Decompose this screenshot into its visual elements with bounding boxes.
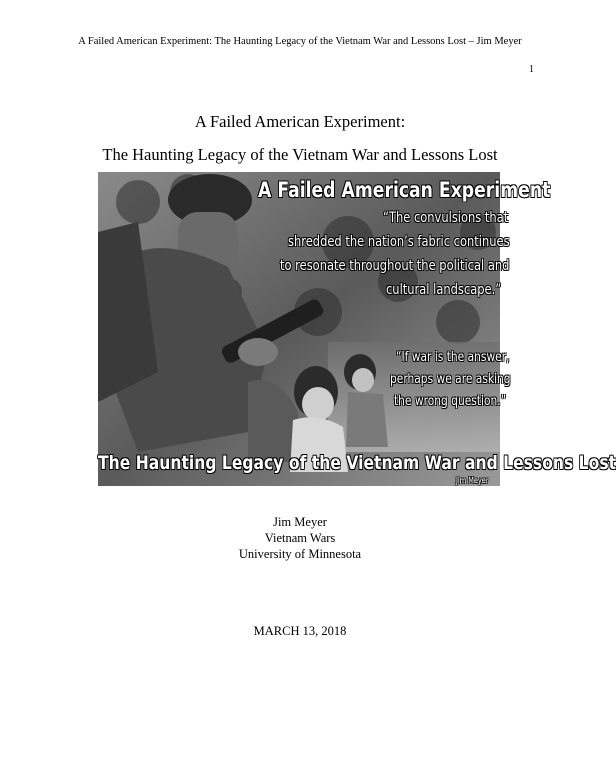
cover-quote2-line: the wrong question.” <box>394 394 507 409</box>
page-number: 1 <box>529 64 534 75</box>
cover-quote1-line: cultural landscape.” <box>386 282 502 298</box>
institution: University of Minnesota <box>238 547 362 561</box>
cover-quote1-line: to resonate throughout the political and <box>280 258 510 274</box>
author-name: Jim Meyer <box>273 515 327 529</box>
author-block <box>0 514 600 562</box>
cover-credit: Jim Meyer <box>456 476 489 485</box>
title-line-2: The Haunting Legacy of the Vietnam War and Lessons Lost <box>102 145 498 164</box>
cover-title: A Failed American Experiment <box>258 178 551 202</box>
title-line-1: A Failed American Experiment: <box>194 112 406 131</box>
cover-quote1-line: shredded the nation’s fabric continues <box>288 234 510 250</box>
cover-bottom-title: The Haunting Legacy of the Vietnam War and Lessons Lost <box>98 452 616 474</box>
cover-image <box>98 172 616 486</box>
date: MARCH 13, 2018 <box>253 624 347 638</box>
running-header: A Failed American Experiment: The Haunting Legacy of the Vietnam War and Lessons Lost – Jim Meyer <box>78 36 522 47</box>
cover-quote2-line: perhaps we are asking <box>390 372 511 387</box>
course-name: Vietnam Wars <box>264 531 336 545</box>
cover-quote1-line: “The convulsions that <box>383 210 509 226</box>
cover-quote2-line: “If war is the answer, <box>396 350 510 365</box>
